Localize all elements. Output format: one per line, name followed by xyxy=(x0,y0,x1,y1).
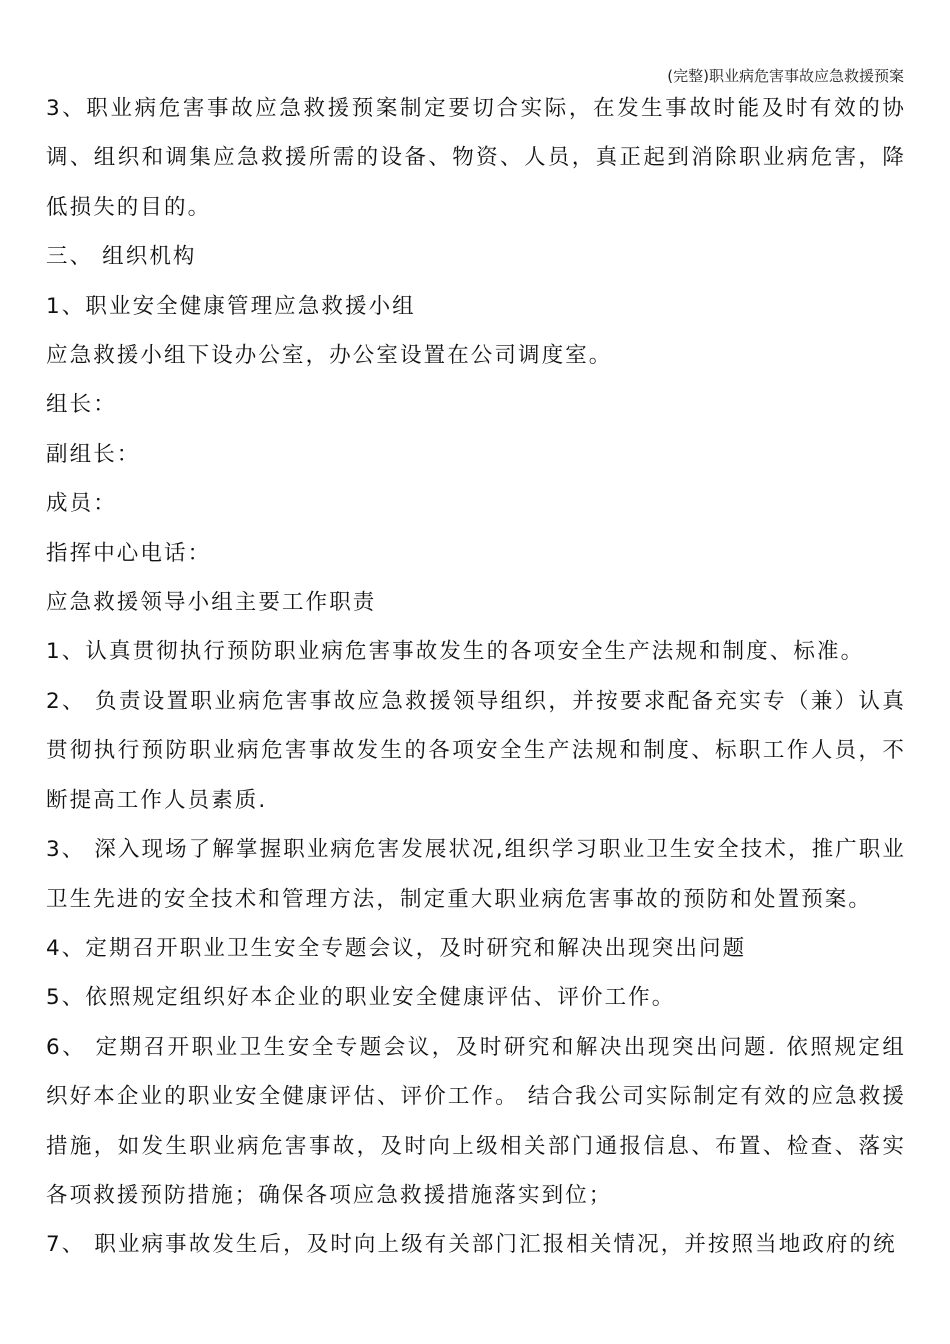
duty-item-5: 5、依照规定组织好本企业的职业安全健康评估、评价工作。 xyxy=(46,985,676,1011)
duty-item-3: 3、 深入现场了解掌握职业病危害发展状况,组织学习职业卫生安全技术，推广职业卫生先进的安全技术和管理方法，制定重大职业病危害事故的预防和处置预案。 xyxy=(46,837,906,912)
field-command-phone: 指挥中心电话： xyxy=(46,540,212,566)
duty-item-6: 6、 定期召开职业卫生安全专题会议，及时研究和解决出现突出问题. 依照规定组织好本企业的职业安全健康评估、评价工作。 结合我公司实际制定有效的应急救援措施，如发生职业病危害事故，及时向上级相关部门通报信息、布置、检查、落实各项救援预防措施；确保各项应急救援措施落实到位； xyxy=(46,1034,906,1208)
field-team-leader: 组长： xyxy=(46,392,117,418)
document-body xyxy=(46,84,906,1270)
duty-item-2: 2、 负责设置职业病危害事故应急救援领导组织，并按要求配备充实专（兼）认真贯彻执行预防职业病危害事故发生的各项安全生产法规和制度、标职工作人员，不断提高工作人员素质. xyxy=(46,688,906,813)
subheading-rescue-team: 1、职业安全健康管理应急救援小组 xyxy=(46,293,416,319)
field-deputy-leader: 副组长： xyxy=(46,441,141,467)
running-header: (完整)职业病危害事故应急救援预案 xyxy=(667,67,904,85)
duty-item-4: 4、定期召开职业卫生安全专题会议，及时研究和解决出现突出问题 xyxy=(46,935,747,961)
duty-item-7: 7、 职业病事故发生后，及时向上级有关部门汇报相关情况，并按照当地政府的统 xyxy=(46,1232,897,1258)
section-heading-organization: 三、 组织机构 xyxy=(46,244,197,270)
paragraph-office: 应急救援小组下设办公室，办公室设置在公司调度室。 xyxy=(46,343,613,369)
paragraph-item-3-purpose: 3、职业病危害事故应急救援预案制定要切合实际，在发生事故时能及时有效的协调、组织和调集应急救援所需的设备、物资、人员，真正起到消除职业病危害，降低损失的目的。 xyxy=(46,96,906,220)
duty-item-1: 1、认真贯彻执行预防职业病危害事故发生的各项安全生产法规和制度、标准。 xyxy=(46,639,865,665)
field-members: 成员： xyxy=(46,491,117,517)
subheading-duties: 应急救援领导小组主要工作职责 xyxy=(46,590,377,616)
